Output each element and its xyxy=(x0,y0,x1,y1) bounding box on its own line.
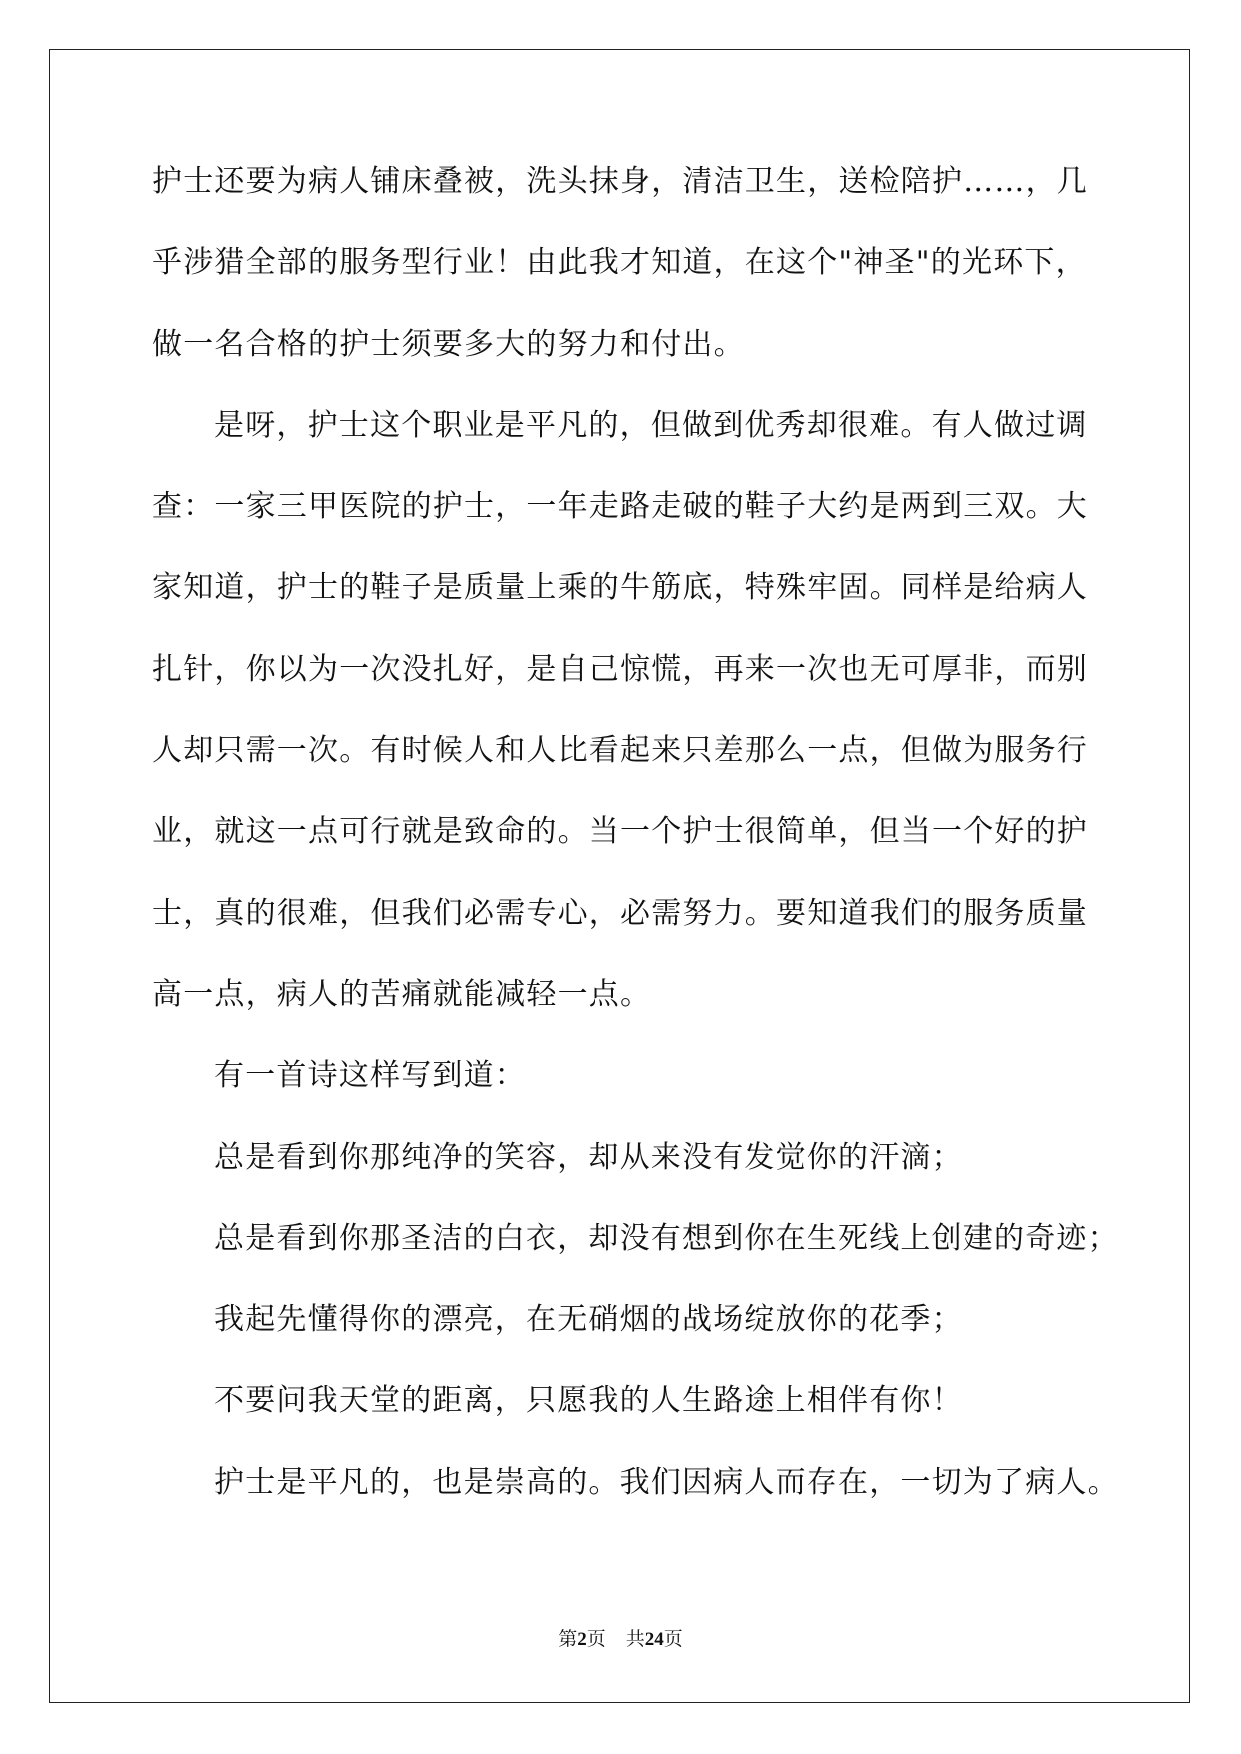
text-line: 做一名合格的护士须要多大的努力和付出。 xyxy=(152,326,745,362)
footer-total-suffix: 页 xyxy=(663,1629,683,1650)
text-line: 查：一家三甲医院的护士，一年走路走破的鞋子大约是两到三双。大 xyxy=(152,489,1088,525)
text-line: 我起先懂得你的漂亮，在无硝烟的战场绽放你的花季； xyxy=(214,1302,963,1338)
footer-total-pages: 24 xyxy=(644,1629,664,1650)
footer-total-prefix: 共 xyxy=(625,1629,645,1650)
page-footer xyxy=(0,1624,1241,1651)
footer-page-number: 2 xyxy=(577,1629,587,1650)
text-line: 乎涉猎全部的服务型行业！由此我才知道，在这个"神圣"的光环下， xyxy=(152,245,1087,281)
text-line: 不要问我天堂的距离，只愿我的人生路途上相伴有你！ xyxy=(214,1383,963,1419)
text-line: 总是看到你那圣洁的白衣，却没有想到你在生死线上创建的奇迹； xyxy=(214,1220,1119,1256)
text-line: 总是看到你那纯净的笑容，却从来没有发觉你的汗滴； xyxy=(214,1139,963,1175)
footer-page-prefix: 第 xyxy=(558,1629,578,1650)
text-line: 士，真的很难，但我们必需专心，必需努力。要知道我们的服务质量 xyxy=(152,895,1088,931)
text-line: 家知道，护士的鞋子是质量上乘的牛筋底，特殊牢固。同样是给病人 xyxy=(152,570,1088,606)
text-line: 护士是平凡的，也是崇高的。我们因病人而存在，一切为了病人。 xyxy=(214,1464,1119,1500)
text-line: 扎针，你以为一次没扎好，是自己惊慌，再来一次也无可厚非，而别 xyxy=(152,651,1088,687)
text-line: 人却只需一次。有时候人和人比看起来只差那么一点，但做为服务行 xyxy=(152,733,1088,769)
text-line: 护士还要为病人铺床叠被，洗头抹身，清洁卫生，送检陪护……，几 xyxy=(152,164,1088,199)
text-line: 高一点，病人的苦痛就能减轻一点。 xyxy=(152,976,652,1012)
text-line: 有一首诗这样写到道： xyxy=(214,1058,526,1094)
footer-page-suffix: 页 xyxy=(586,1629,606,1650)
document-body xyxy=(152,164,1119,1546)
text-line: 业，就这一点可行就是致命的。当一个护士很简单，但当一个好的护 xyxy=(152,814,1088,850)
text-line: 是呀，护士这个职业是平凡的，但做到优秀却很难。有人做过调 xyxy=(214,407,1088,443)
